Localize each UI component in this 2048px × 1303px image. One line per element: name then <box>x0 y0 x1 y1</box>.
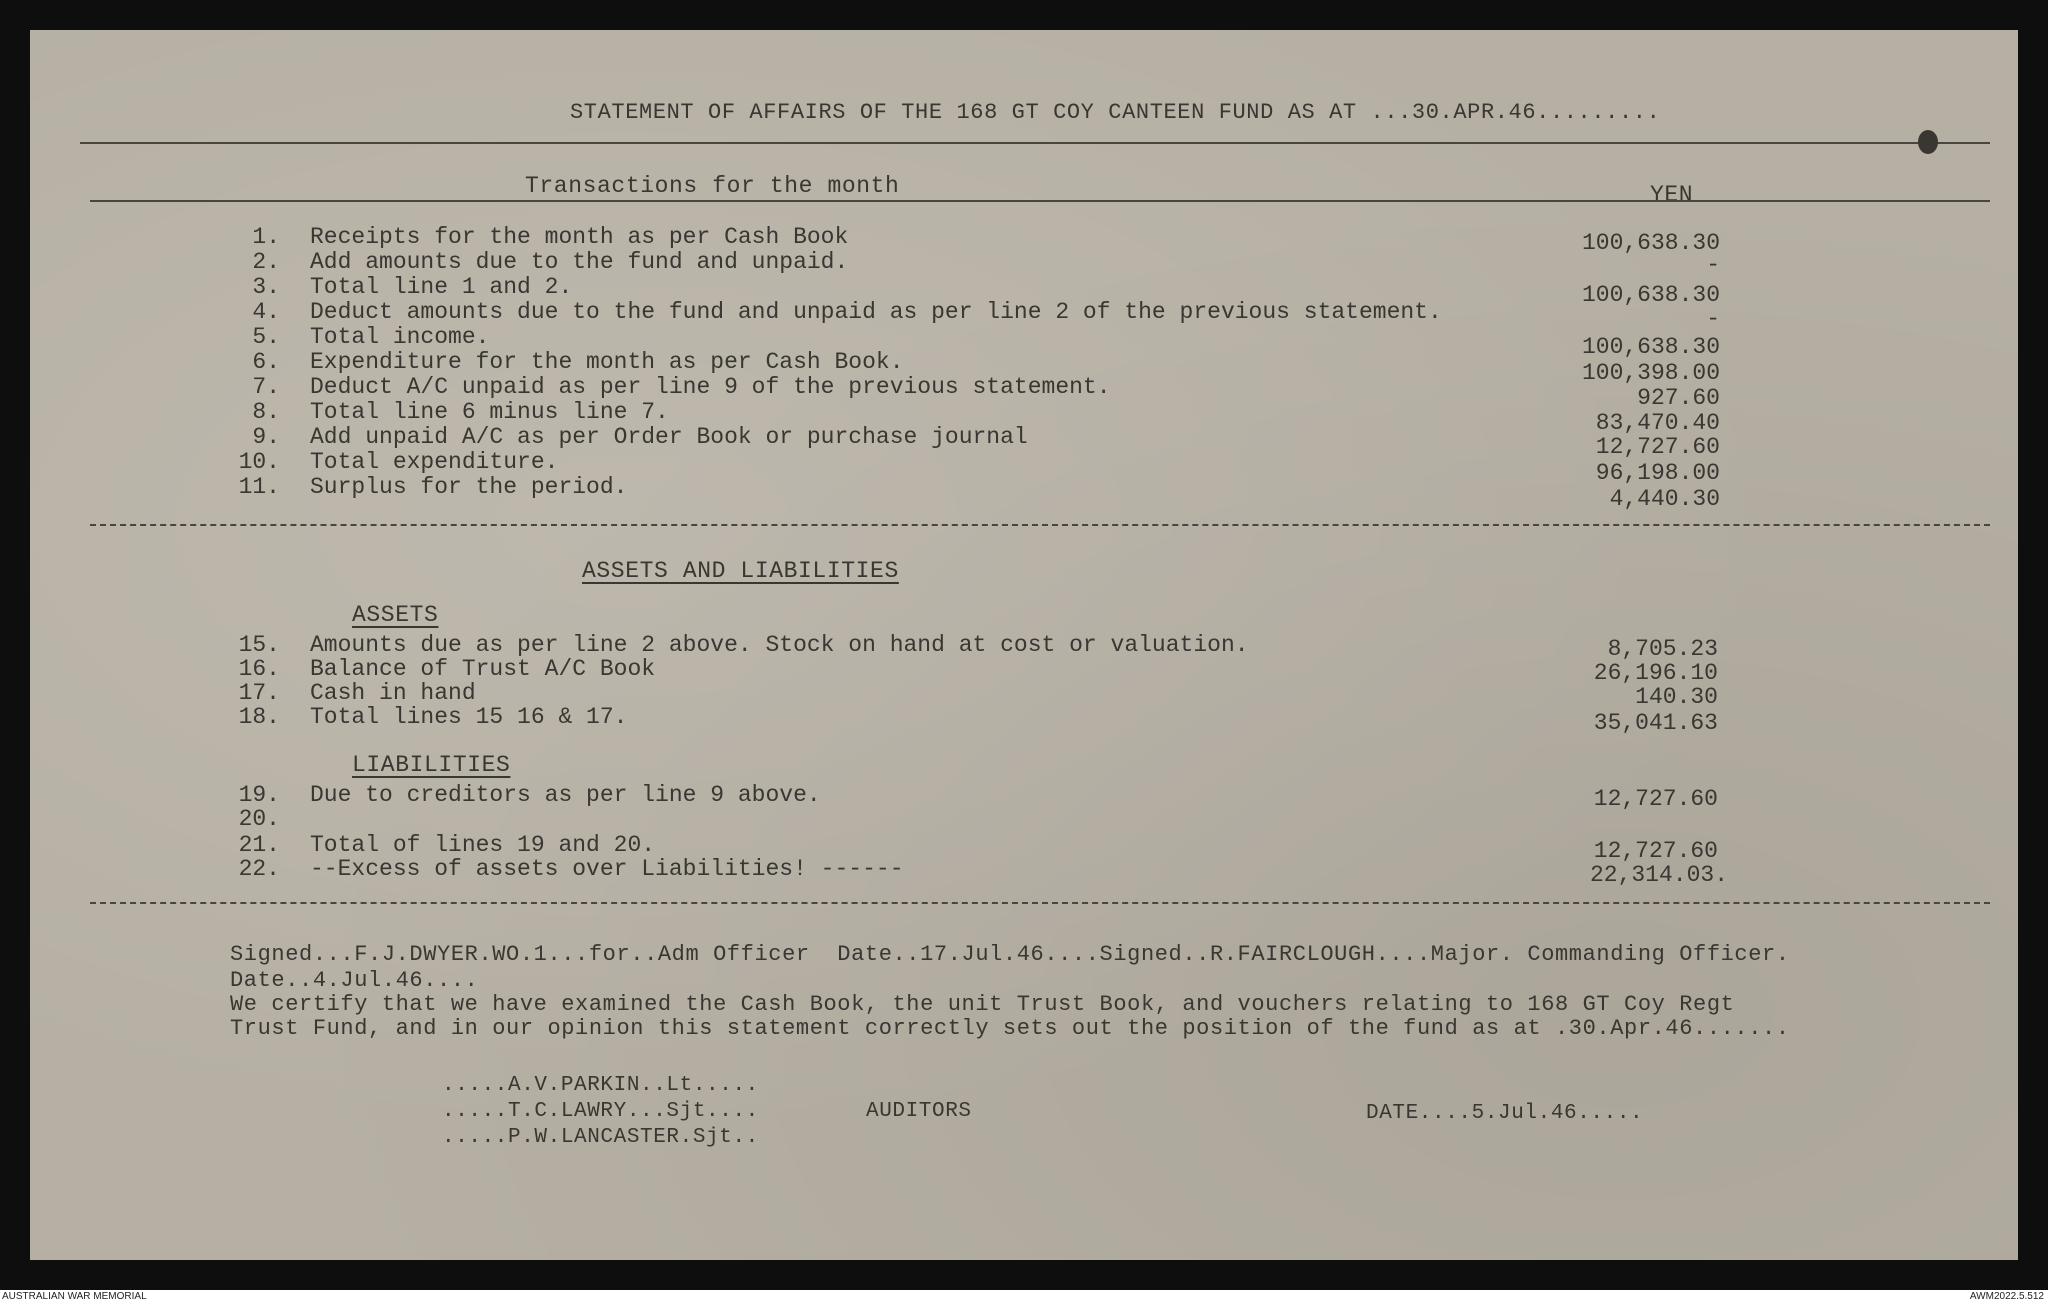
line-amount: 22,314.03. <box>1589 862 1728 888</box>
line-number: 7. <box>252 374 280 400</box>
line-number: 11. <box>238 474 280 500</box>
audit-date: DATE....5.Jul.46..... <box>1366 1102 1644 1125</box>
line-number: 1. <box>252 224 280 250</box>
line-amount: 927.60 <box>1637 385 1720 411</box>
line-description: Deduct A/C unpaid as per line 9 of the previous statement. <box>310 374 1111 400</box>
line-amount: 83,470.40 <box>1595 410 1720 436</box>
signature-line: Signed...F.J.DWYER.WO.1...for..Adm Officer Date..17.Jul.46....Signed..R.FAIRCLOUGH....Major. Commanding Officer. <box>230 942 1790 967</box>
line-amount: - <box>1706 306 1720 332</box>
line-number: 2. <box>252 249 280 275</box>
hole-punch-mark <box>1918 130 1938 154</box>
line-amount: 4,440.30 <box>1609 486 1720 512</box>
line-description: Add unpaid A/C as per Order Book or purchase journal <box>310 424 1028 450</box>
assets-heading: ASSETS <box>352 602 439 628</box>
footer-source: AUSTRALIAN WAR MEMORIAL <box>2 1291 147 1302</box>
line-number: 18. <box>238 704 280 730</box>
line-description: Amounts due as per line 2 above. Stock on hand at cost or valuation. <box>310 632 1249 658</box>
signature-date-line: Date..4.Jul.46.... <box>230 968 479 993</box>
line-description: Expenditure for the month as per Cash Book. <box>310 349 904 375</box>
line-description: Add amounts due to the fund and unpaid. <box>310 249 849 275</box>
liabilities-heading: LIABILITIES <box>352 752 511 778</box>
line-number: 9. <box>252 424 280 450</box>
certification-line: Trust Fund, and in our opinion this statement correctly sets out the position of the fund as at .30.Apr.46....... <box>230 1016 1790 1041</box>
line-amount: 100,638.30 <box>1581 334 1720 360</box>
line-description: Total line 6 minus line 7. <box>310 399 669 425</box>
line-description: Deduct amounts due to the fund and unpaid as per line 2 of the previous statement. <box>310 299 1442 325</box>
line-amount: 12,727.60 <box>1595 434 1720 460</box>
line-number: 15. <box>238 632 280 658</box>
section-divider <box>90 524 1990 526</box>
line-number: 4. <box>252 299 280 325</box>
line-amount: 96,198.00 <box>1595 460 1720 486</box>
line-number: 19. <box>238 782 280 808</box>
line-description: --Excess of assets over Liabilities! ------ <box>310 856 904 882</box>
document-page <box>30 30 2018 1260</box>
title-rule <box>80 142 1990 144</box>
line-description: Due to creditors as per line 9 above. <box>310 782 821 808</box>
footer-bar <box>0 1290 2048 1303</box>
line-description: Total expenditure. <box>310 449 559 475</box>
line-description: Cash in hand <box>310 680 476 706</box>
auditors-label: AUDITORS <box>866 1100 972 1123</box>
line-number: 3. <box>252 274 280 300</box>
document-title: STATEMENT OF AFFAIRS OF THE 168 GT COY CANTEEN FUND AS AT ...30.APR.46......... <box>570 100 1661 125</box>
line-amount: 140.30 <box>1635 684 1718 710</box>
line-description: Total lines 15 16 & 17. <box>310 704 628 730</box>
footer-accession-number: AWM2022.5.512 <box>1969 1291 2044 1302</box>
line-number: 10. <box>238 449 280 475</box>
auditor-name: .....T.C.LAWRY...Sjt.... <box>442 1100 759 1123</box>
line-number: 17. <box>238 680 280 706</box>
line-amount: 8,705.23 <box>1607 636 1718 662</box>
line-number: 16. <box>238 656 280 682</box>
line-description: Total line 1 and 2. <box>310 274 573 300</box>
line-amount: 100,638.30 <box>1581 230 1720 256</box>
section-divider <box>90 902 1990 904</box>
line-amount: 100,398.00 <box>1581 360 1720 386</box>
currency-heading: YEN <box>1650 182 1694 208</box>
certification-line: We certify that we have examined the Cash Book, the unit Trust Book, and vouchers relating to 168 GT Coy Regt <box>230 992 1735 1017</box>
line-description: Receipts for the month as per Cash Book <box>310 224 849 250</box>
auditor-name: .....P.W.LANCASTER.Sjt.. <box>442 1126 759 1149</box>
line-amount: 12,727.60 <box>1593 838 1718 864</box>
line-number: 6. <box>252 349 280 375</box>
line-amount: 35,041.63 <box>1593 710 1718 736</box>
line-description: Surplus for the period. <box>310 474 628 500</box>
line-amount: 100,638.30 <box>1581 282 1720 308</box>
line-amount: - <box>1706 252 1720 278</box>
line-description: Total of lines 19 and 20. <box>310 832 656 858</box>
line-number: 22. <box>238 856 280 882</box>
line-number: 20. <box>238 806 280 832</box>
line-amount: 12,727.60 <box>1593 786 1718 812</box>
auditor-name: .....A.V.PARKIN..Lt..... <box>442 1074 759 1097</box>
line-number: 21. <box>238 832 280 858</box>
line-description: Total income. <box>310 324 490 350</box>
transactions-rule <box>90 200 1990 202</box>
transactions-heading: Transactions for the month <box>525 173 900 199</box>
line-number: 8. <box>252 399 280 425</box>
line-amount: 26,196.10 <box>1593 660 1718 686</box>
line-description: Balance of Trust A/C Book <box>310 656 656 682</box>
line-number: 5. <box>252 324 280 350</box>
assets-liabilities-heading: ASSETS AND LIABILITIES <box>582 558 899 584</box>
